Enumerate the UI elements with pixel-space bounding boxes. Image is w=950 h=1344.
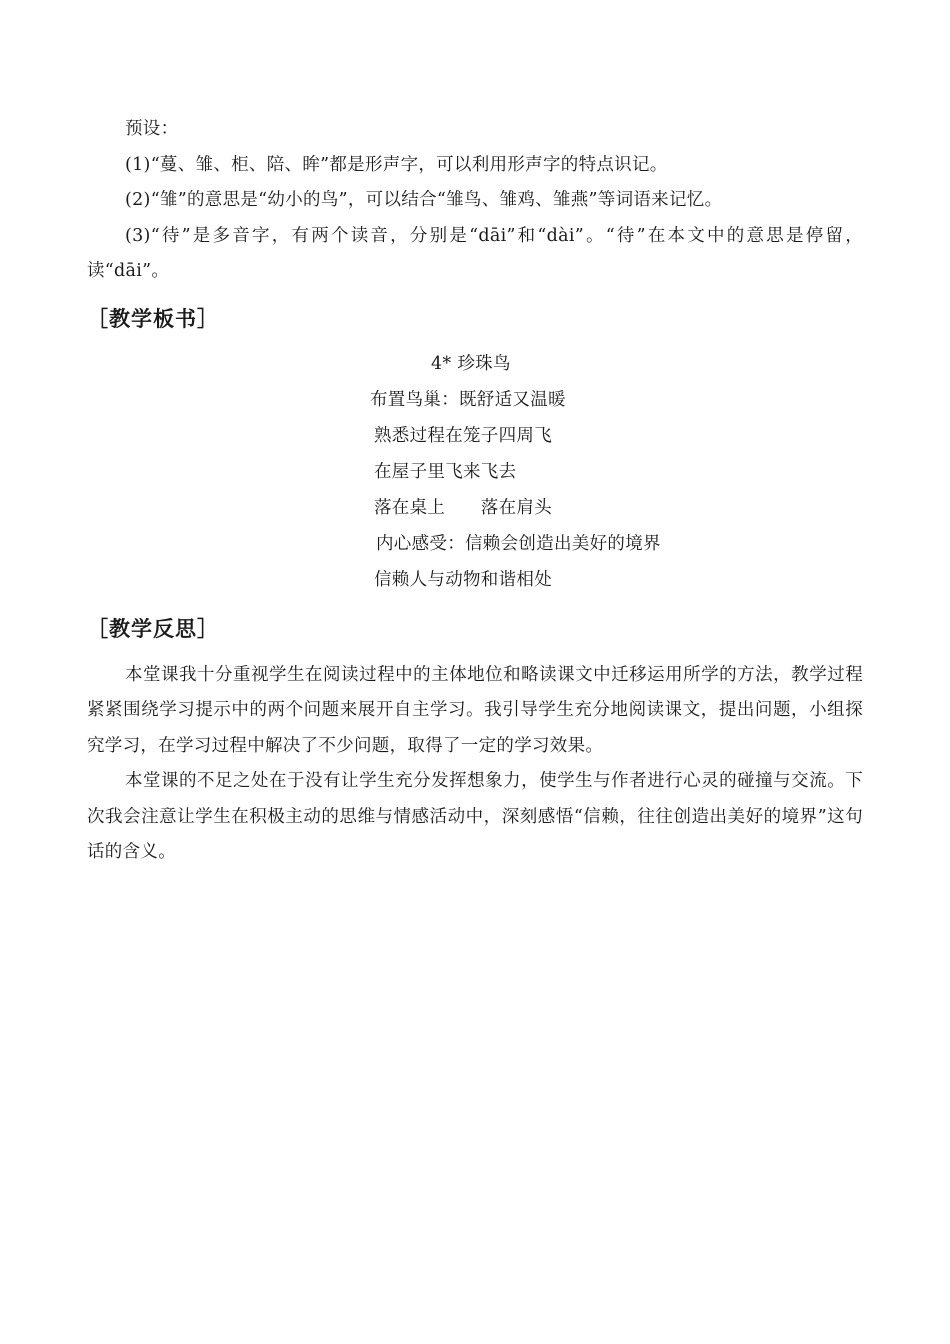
preset-intro: 预设： xyxy=(125,119,179,139)
preset-item-1: (1)“蔓、雏、柜、陪、眸”都是形声字，可以利用形声字的特点识记。 xyxy=(125,154,668,175)
board-heading: ［教学板书］ xyxy=(87,306,219,331)
board-line-2: 熟悉过程在笼子四周飞 xyxy=(374,425,552,446)
reflection-paragraph-2: 本堂课的不足之处在于没有让学生充分发挥想象力，使学生与作者进行心灵的碰撞与交流。下次我会注意让学生在积极主动的思维与情感活动中，深刻感悟“信赖，往往创造出美好的境界”这句话的含义。 xyxy=(87,771,863,862)
preset-item-3: (3)“待”是多音字，有两个读音，分别是“dāi”和“dài”。“待”在本文中的意思是停留，读“dāi”。 xyxy=(87,225,863,281)
document-page xyxy=(87,112,863,871)
reflection-paragraph-1: 本堂课我十分重视学生在阅读过程中的主体地位和略读课文中迁移运用所学的方法，教学过程紧紧围绕学习提示中的两个问题来展开自主学习。我引导学生充分地阅读课文，提出问题，小组探究学习，在学习过程中解决了不少问题，取得了一定的学习效果。 xyxy=(87,664,863,756)
board-line-5: 内心感受：信赖会创造出美好的境界 xyxy=(376,533,661,554)
board-line-6: 信赖人与动物和谐相处 xyxy=(374,569,552,590)
reflection-heading: ［教学反思］ xyxy=(87,616,219,641)
board-line-1: 布置鸟巢：既舒适又温暖 xyxy=(370,389,566,410)
preset-section xyxy=(87,112,863,290)
reflection-section xyxy=(87,658,863,871)
board-title: 4* 珍珠鸟 xyxy=(431,353,511,374)
board-line-3: 在屋子里飞来飞去 xyxy=(374,461,517,482)
blackboard-outline xyxy=(87,346,863,598)
preset-item-2: (2)“雏”的意思是“幼小的鸟”，可以结合“雏鸟、雏鸡、雏燕”等词语来记忆。 xyxy=(125,190,723,210)
board-line-4: 落在桌上 落在肩头 xyxy=(374,497,552,518)
